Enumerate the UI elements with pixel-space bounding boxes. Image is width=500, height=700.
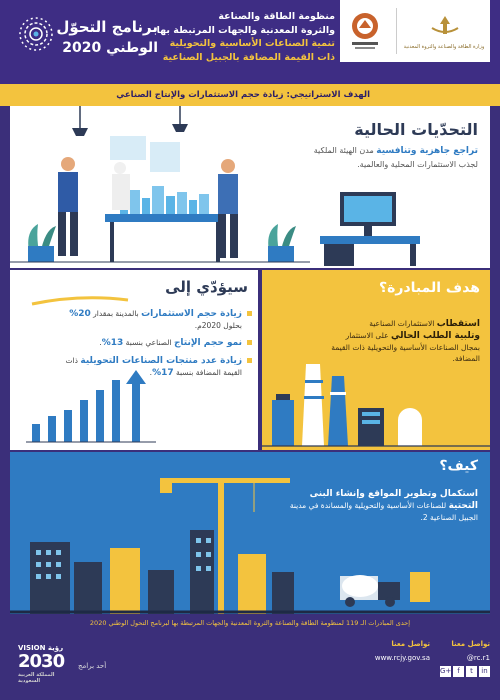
ministry-caption: وزارة الطاقة والصناعة والثروة المعدنية — [403, 44, 485, 50]
growth-bars-illustration — [26, 366, 156, 446]
initiative-body: على الاستثمار بمجال الصناعات الأساسية والتحويلية ذات القيمة المضافة. — [331, 331, 480, 363]
initiative-line: ذات القيمة المضافة بالجبيل الصناعية — [162, 51, 335, 63]
outcome-item — [52, 337, 252, 349]
partner-logos — [340, 0, 490, 62]
challenges-text — [298, 144, 478, 171]
outcome-percent: 20% — [69, 309, 91, 319]
strategic-goal: الهدف الاستراتيجي: زيادة حجم الاستثمارات والإنتاج الصناعي — [116, 90, 370, 100]
meeting-illustration — [10, 106, 310, 268]
desk-computer-illustration — [310, 184, 430, 268]
initiative-highlight: استقطاب — [436, 319, 480, 329]
outcome-percent: 17% — [152, 368, 174, 378]
outcome-text: بالمدينة بمقدار — [90, 309, 139, 318]
header — [0, 0, 500, 84]
footer — [0, 632, 500, 700]
contact-label: تواصل معنا — [451, 640, 490, 648]
part-of-label: أحد برامج — [78, 662, 107, 670]
outcomes-section — [10, 270, 258, 450]
program-logo — [18, 16, 158, 64]
how-body: للصناعات الأساسية والتحويلية والمساندة في مدينة الجبيل الصناعية 2. — [289, 501, 478, 522]
challenges-body: مدن الهيئة الملكية لجذب الاستثمارات المحلية والعالمية. — [313, 146, 478, 169]
how-section — [10, 452, 490, 614]
outcome-tail: . — [99, 338, 102, 347]
facebook-icon[interactable]: f — [453, 666, 464, 677]
how-highlight: استكمال وتطوير المواقع وإنشاء البنى التحتية — [309, 489, 478, 511]
linkedin-icon[interactable]: in — [479, 666, 490, 677]
outcome-tail: . — [149, 368, 153, 377]
logo-divider — [396, 8, 397, 54]
outcome-text: ذات القيمة المضافة بنسبة — [65, 356, 242, 377]
outcome-text: الصناعي بنسبة — [123, 338, 172, 347]
footer-note: إحدى المبادرات الـ 119 لمنظومة الطاقة والصناعة والثروة المعدنية والجهات المرتبطة بها لبرنامج التحول الوطني 2020 — [89, 619, 411, 627]
outcome-highlight: زيادة عدد منتجات الصناعات التحويلية — [80, 356, 242, 366]
royal-commission-logo-icon — [346, 8, 384, 54]
initiative-line: تنمية الصناعات الأساسية والتحويلية — [169, 38, 335, 49]
program-emblem-icon — [18, 16, 54, 52]
how-text — [288, 488, 478, 523]
strategic-goal-bar — [0, 84, 500, 106]
system-line: منظومة الطاقة والصناعة — [218, 11, 335, 22]
initiative-goal-section — [262, 270, 490, 450]
social-icons — [420, 666, 490, 677]
vision-country: المملكة العربية السعودية — [18, 672, 55, 684]
program-title-line2: الوطني 2020 — [62, 40, 158, 56]
initiative-body: الاستثمارات الصناعية — [369, 319, 437, 328]
system-title — [150, 10, 335, 64]
outcomes-title: سيؤدّي إلى — [165, 278, 248, 296]
vision-label: VISION رؤية — [18, 644, 64, 652]
twitter-icon[interactable]: t — [466, 666, 477, 677]
construction-city-illustration — [10, 452, 490, 614]
outcome-item — [52, 308, 252, 331]
challenges-highlight: تراجع جاهزية وتنافسية — [376, 146, 478, 156]
outcome-highlight: نمو حجم الإنتاج — [173, 338, 242, 348]
initiative-title: هدف المبادرة؟ — [379, 280, 480, 296]
vision-2030-logo — [18, 644, 68, 684]
initiative-highlight: وتلبية الطلب الحالي — [391, 331, 480, 341]
googleplus-icon[interactable]: G+ — [440, 667, 452, 675]
outcome-tail: بحلول 2020م. — [194, 321, 242, 330]
outcome-percent: 13% — [101, 338, 124, 348]
challenges-section — [10, 106, 490, 268]
vision-year: 2030 — [18, 651, 65, 672]
contact-label: تواصل معنا — [391, 640, 430, 648]
how-title: كيف؟ — [439, 458, 478, 474]
outcome-highlight: زيادة حجم الاستثمارات — [141, 309, 242, 319]
title-underline-icon — [30, 294, 130, 308]
system-line: والثروة المعدنية والجهات المرتبطة بها — [156, 24, 335, 36]
website-link[interactable]: www.rcjy.gov.sa — [374, 654, 430, 662]
program-title-line1: برنامج التحوّل — [56, 18, 158, 36]
contact-handle-block — [420, 640, 490, 677]
social-handle[interactable]: @rc.r1 — [466, 654, 490, 662]
factory-illustration — [262, 350, 490, 450]
challenges-title: التحدّيات الحالية — [354, 120, 478, 139]
